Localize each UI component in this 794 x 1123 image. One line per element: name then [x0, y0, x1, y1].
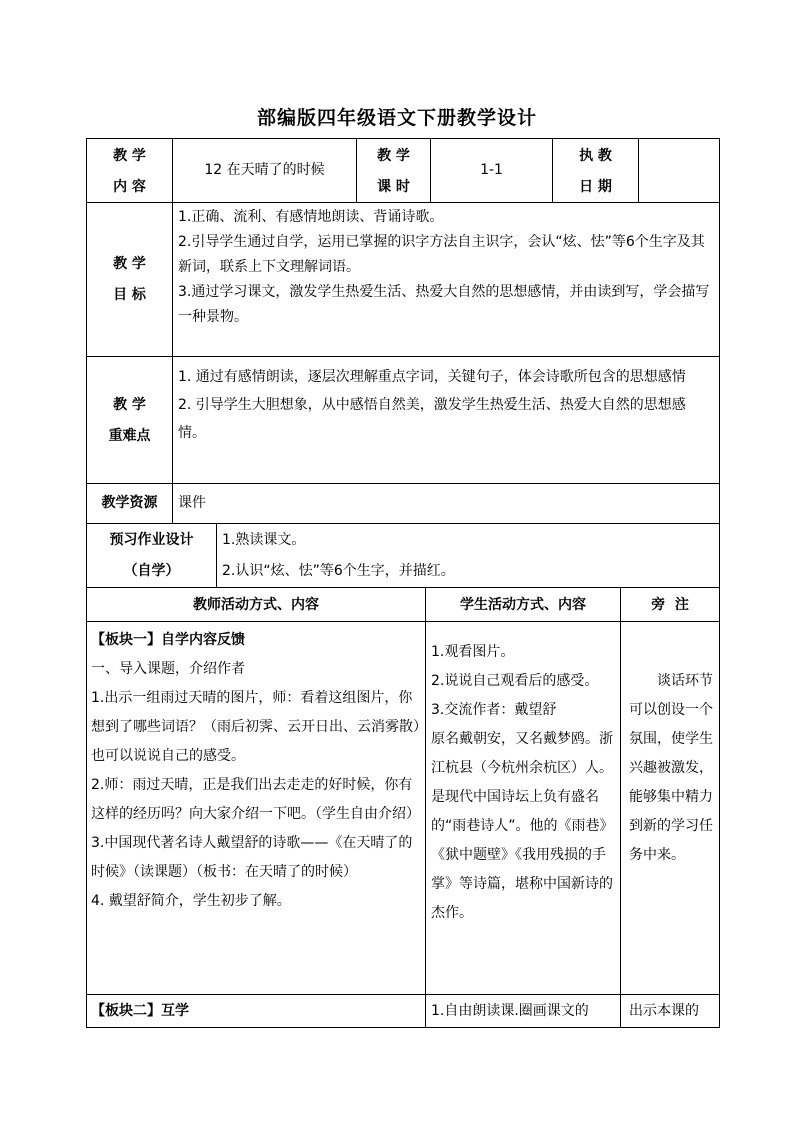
content-label-line-2: 内 容	[113, 179, 146, 195]
block1-student-line: 1.观看图片。	[431, 644, 515, 660]
block1-teacher-line: 3.中国现代著名诗人戴望舒的诗歌——《在天晴了的时候》（读课题）（板书：在天晴了的时候）	[91, 835, 413, 880]
resources-row	[86, 483, 720, 524]
block1-student-line: 3.交流作者：戴望舒	[431, 702, 557, 718]
preview-item: 1.熟读课文。	[222, 532, 306, 548]
preview-label	[87, 524, 217, 587]
date-value	[639, 139, 719, 202]
goals-label-line-2: 目 标	[113, 287, 146, 303]
hours-value: 1-1	[431, 139, 553, 202]
preview-item: 2.认识“炫、怯”等6个生字，并描红。	[222, 563, 455, 579]
goals-content	[173, 203, 719, 356]
goals-label-line-1: 教 学	[113, 256, 146, 272]
preview-label-line-2: （自学）	[123, 563, 180, 579]
document-title: 部编版四年级语文下册教学设计	[256, 107, 537, 129]
block2-student-text: 1.自由朗读课.圈画课文的	[426, 995, 621, 1027]
goal-item: 1.正确、流利、有感情地朗读、背诵诗歌。	[178, 209, 444, 225]
notes-column-header: 旁 注	[651, 597, 689, 613]
teacher-column-header: 教师活动方式、内容	[87, 588, 426, 621]
header-row	[86, 138, 720, 203]
preview-label-line-1: 预习作业设计	[109, 532, 194, 548]
block1-teacher-line: 1.出示一组雨过天晴的图片，师：看着这组图片，你想到了哪些词语？（雨后初霁、云开日出、云消雾散）也可以说说自己的感受。	[91, 690, 420, 764]
key-points-label	[87, 357, 173, 483]
goal-item: 2.引导学生通过自学，运用已掌握的识字方法自主识字，会认“炫、怯”等6个生字及其新词，联系上下文理解词语。	[178, 234, 705, 275]
block1-title: 【板块一】自学内容反馈	[91, 632, 245, 648]
block1-teacher-line: 2.师：雨过天晴，正是我们出去走走的好时候，你有这样的经历吗？向大家介绍一下吧。（学生自由介绍）	[91, 777, 420, 822]
block1-note: 谈话环节可以创设一个氛围，使学生兴趣被激发，能够集中精力到新的学习任务中来。	[629, 673, 713, 863]
content-label-line-1: 教 学	[113, 148, 146, 164]
block1-student-line: 2.说说自己观看后的感受。	[431, 673, 599, 689]
goals-row	[86, 202, 720, 357]
block1-teacher-content	[87, 622, 426, 994]
resources-value: 课件	[178, 495, 206, 511]
block2-title: 【板块二】互学	[87, 995, 426, 1027]
block1-teacher-line: 4. 戴望舒简介，学生初步了解。	[91, 893, 291, 909]
resources-label: 教学资源	[87, 484, 173, 523]
key-points-row	[86, 356, 720, 484]
block1-student-line: 原名戴朝安，又名戴梦鸥。浙江杭县（今杭州余杭区）人。是现代中国诗坛上负有盛名的“雨巷诗人”。他的《雨巷》《狱中题壁》《我用残损的手掌》等诗篇，堪称中国新诗的杰作。	[431, 731, 614, 921]
key-points-content	[173, 357, 719, 483]
column-header-row	[86, 587, 720, 622]
hours-label	[357, 139, 431, 202]
date-label-line-2: 日 期	[579, 179, 612, 195]
block1-teacher-line: 一、导入课题，介绍作者	[91, 661, 245, 677]
preview-row	[86, 523, 720, 588]
key-points-label-line-2: 重难点	[108, 428, 151, 444]
block1-student-content	[426, 622, 621, 994]
student-column-header: 学生活动方式、内容	[426, 588, 621, 621]
date-label	[553, 139, 639, 202]
key-point-item: 1. 通过有感情朗读，逐层次理解重点字词，关键句子，体会诗歌所包含的思想感情	[178, 369, 686, 385]
date-label-line-1: 执 教	[579, 148, 612, 164]
goal-item: 3.通过学习课文，激发学生热爱生活、热爱大自然的思想感情，并由读到写，学会描写一种景物。	[178, 284, 710, 325]
block2-note-text: 出示本课的	[629, 1003, 699, 1019]
hours-label-line-2: 课 时	[377, 179, 410, 195]
block2-row	[86, 994, 720, 1028]
key-point-item: 2. 引导学生大胆想象，从中感悟自然美，激发学生热爱生活、热爱大自然的思想感情。	[178, 397, 686, 441]
key-points-label-line-1: 教 学	[113, 397, 146, 413]
goals-label	[87, 203, 173, 356]
block1-row	[86, 621, 720, 995]
hours-label-line-1: 教 学	[377, 148, 410, 164]
preview-content	[217, 524, 719, 587]
content-label	[87, 139, 173, 202]
content-value: 12 在天晴了的时候	[173, 139, 357, 202]
